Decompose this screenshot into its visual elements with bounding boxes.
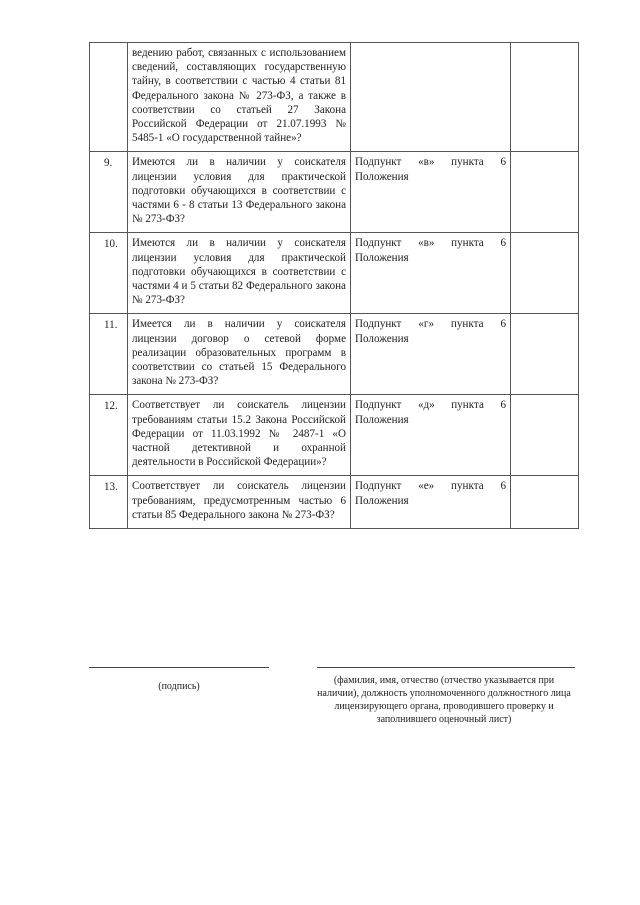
row-question: Имеются ли в наличии у соискателя лицензии условия для практической подготовки обучающихся в соответствии с частями 4 и 5 статьи 82 Федерального закона № 273-ФЗ? [128,233,351,314]
row-question: Имеются ли в наличии у соискателя лицензии условия для практической подготовки обучающихся в соответствии с частями 6 - 8 статьи 13 Федерального закона № 273-ФЗ? [128,152,351,233]
signature-line [89,667,269,668]
row-reference: Подпункт «г» пункта 6 Положения [351,314,511,395]
row-extra [511,395,579,476]
signature-caption: (подпись) [158,681,200,692]
row-question: Соответствует ли соискатель лицензии требованиям, предусмотренным частью 6 статьи 85 Федерального закона № 273-ФЗ? [128,476,351,529]
table-row [90,43,579,152]
table-row [90,314,579,395]
row-number: 12. [90,395,128,476]
row-reference [351,43,511,152]
row-number: 9. [90,152,128,233]
table-row [90,476,579,529]
row-reference: Подпункт «в» пункта 6 Положения [351,152,511,233]
row-number: 11. [90,314,128,395]
checklist-table [89,42,579,529]
row-extra [511,314,579,395]
official-name-caption: (фамилия, имя, отчество (отчество указывается при наличии), должность уполномоченного должностного лица лицензирующего органа, проводившего проверку и заполнившего оценочный лист) [317,675,571,725]
row-extra [511,43,579,152]
row-reference: Подпункт «д» пункта 6 Положения [351,395,511,476]
row-question: ведению работ, связанных с использованием сведений, составляющих государственную тайну, в соответствии с частью 4 статьи 81 Федерального закона № 273-ФЗ, а также в соответствии со статьей 27 Закона Российской Федерации от 21.07.1993 № 5485-1 «О государственной тайне»? [128,43,351,152]
table-row [90,152,579,233]
official-name-line [317,667,575,668]
row-reference: Подпункт «е» пункта 6 Положения [351,476,511,529]
row-number: 10. [90,233,128,314]
row-question: Имеется ли в наличии у соискателя лицензии договор о сетевой форме реализации образовательных программ в соответствии со статьей 15 Федерального закона № 273-ФЗ? [128,314,351,395]
row-extra [511,476,579,529]
table-row [90,395,579,476]
table-row [90,233,579,314]
row-number [90,43,128,152]
row-extra [511,152,579,233]
row-number: 13. [90,476,128,529]
row-question: Соответствует ли соискатель лицензии требованиям статьи 15.2 Закона Российской Федерации от 11.03.1992 № 2487-1 «О частной детективной и охранной деятельности в Российской Федерации»? [128,395,351,476]
row-extra [511,233,579,314]
row-reference: Подпункт «в» пункта 6 Положения [351,233,511,314]
